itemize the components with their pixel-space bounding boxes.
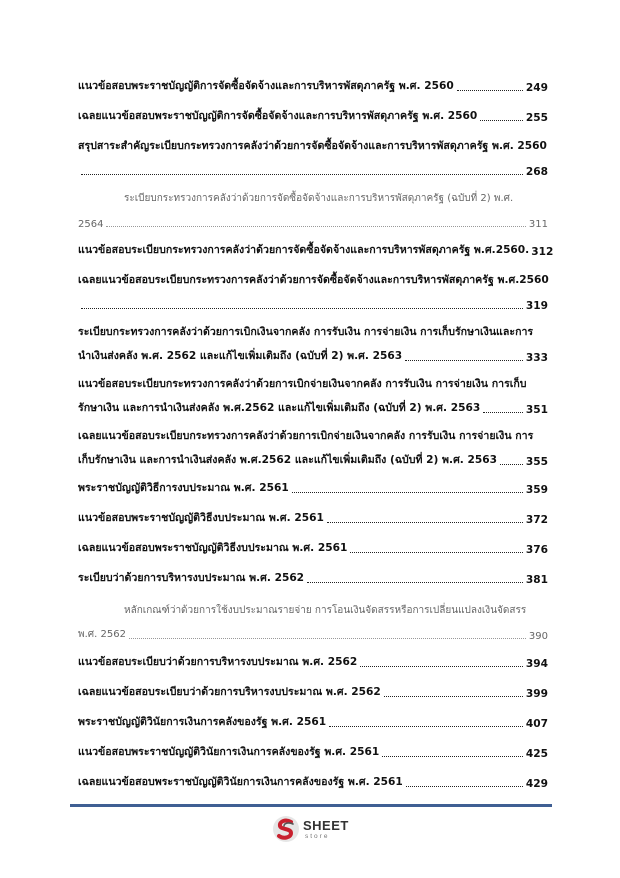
toc-entry[interactable] xyxy=(78,478,548,496)
toc-entry[interactable] xyxy=(78,682,548,700)
toc-entry[interactable]: เฉลยแนวข้อสอบระเบียบกระทรวงการคลังว่าด้วยการเบิกจ่ายเงินจากคลัง การรับเงิน การจ่ายเงิน การ เก็บรักษาเงิน และการนำเงินส่งคลัง พ.ศ.2562 และแก้ไขเพิ่มเติมถึง (ฉบับที่ 2) พ.ศ. 2563 355 xyxy=(78,426,548,468)
toc-entry-title: เฉลยแนวข้อสอบระเบียบกระทรวงการคลังว่าด้วยการจัดซื้อจัดจ้างและการบริหารพัสดุภาครัฐ พ.ศ.2560 xyxy=(78,274,549,286)
toc-entry-page: 376 xyxy=(525,544,548,556)
toc-entry[interactable]: แนวข้อสอบระเบียบกระทรวงการคลังว่าด้วยการเบิกจ่ายเงินจากคลัง การรับเงิน การจ่ายเงิน การเก็บ รักษาเงิน และการนำเงินส่งคลัง พ.ศ.2562 และแก้ไขเพิ่มเติมถึง (ฉบับที่ 2) พ.ศ. 2563 351 xyxy=(78,374,548,416)
toc-entry[interactable] xyxy=(78,270,548,312)
leader-dots xyxy=(81,162,523,175)
toc-entry-page: 351 xyxy=(525,404,548,416)
toc-entry-page: 425 xyxy=(525,748,548,760)
toc-entry-title: เฉลยแนวข้อสอบพระราชบัญญัติวิธีงบประมาณ พ.ศ. 2561 xyxy=(78,542,348,554)
toc-entry[interactable] xyxy=(78,712,548,730)
leader-dots xyxy=(406,774,523,787)
toc-entry[interactable] xyxy=(78,240,554,258)
leader-dots xyxy=(360,654,523,667)
toc-entry-page: 394 xyxy=(525,658,548,670)
toc-subentry[interactable]: ระเบียบกระทรวงการคลังว่าด้วยการจัดซื้อจัดจ้างและการบริหารพัสดุภาครัฐ (ฉบับที่ 2) พ.ศ. 2564 311 xyxy=(78,193,548,230)
toc-entry-title: พระราชบัญญัติวิธีการงบประมาณ พ.ศ. 2561 xyxy=(78,482,289,494)
toc-entry[interactable]: ระเบียบกระทรวงการคลังว่าด้วยการเบิกเงินจากคลัง การรับเงิน การจ่ายเงิน การเก็บรักษาเงินและการ นำเงินส่งคลัง พ.ศ. 2562 และแก้ไขเพิ่มเติมถึง (ฉบับที่ 2) พ.ศ. 2563 333 xyxy=(78,322,548,364)
leader-dots xyxy=(327,510,523,523)
toc-entry-title: แนวข้อสอบพระราชบัญญัติการจัดซื้อจัดจ้างและการบริหารพัสดุภาครัฐ พ.ศ. 2560 xyxy=(78,80,454,92)
toc-entry[interactable] xyxy=(78,136,548,178)
leader-dots xyxy=(480,108,523,121)
leader-dots xyxy=(500,452,523,465)
toc-entry-title: ระเบียบกระทรวงการคลังว่าด้วยการเบิกเงินจากคลัง การรับเงิน การจ่ายเงิน การเก็บรักษาเงินและการ xyxy=(78,326,534,338)
toc-entry-title: หลักเกณฑ์ว่าด้วยการใช้งบประมาณรายจ่าย การโอนเงินจัดสรรหรือการเปลี่ยนแปลงเงินจัดสรร xyxy=(124,605,527,616)
toc-entry[interactable] xyxy=(78,568,548,586)
leader-dots xyxy=(129,626,526,639)
toc-entry-page: 268 xyxy=(525,166,548,178)
toc-entry-title: แนวข้อสอบพระราชบัญญัติวิธีงบประมาณ พ.ศ. 2561 xyxy=(78,512,324,524)
toc-entry-page: 390 xyxy=(528,631,548,642)
toc-entry-title: เฉลยแนวข้อสอบระเบียบกระทรวงการคลังว่าด้วยการเบิกจ่ายเงินจากคลัง การรับเงิน การจ่ายเงิน การ xyxy=(78,430,534,442)
toc-entry-title: แนวข้อสอบระเบียบกระทรวงการคลังว่าด้วยการจัดซื้อจัดจ้างและการบริหารพัสดุภาครัฐ พ.ศ.2560. xyxy=(78,244,530,256)
toc-entry-page: 355 xyxy=(525,456,548,468)
footer-rule xyxy=(70,804,552,807)
toc-entry-page: 359 xyxy=(525,484,548,496)
leader-dots xyxy=(483,400,523,413)
toc-entry[interactable] xyxy=(78,652,548,670)
toc-entry-title: แนวข้อสอบระเบียบว่าด้วยการบริหารงบประมาณ พ.ศ. 2562 xyxy=(78,656,358,668)
logo-subtext: store xyxy=(305,833,330,840)
toc-entry-title: เฉลยแนวข้อสอบพระราชบัญญัติวินัยการเงินการคลังของรัฐ พ.ศ. 2561 xyxy=(78,776,403,788)
leader-dots xyxy=(307,570,523,583)
logo-text: SHEET xyxy=(303,818,349,833)
toc-entry-page: 312 xyxy=(531,246,554,258)
toc-entry-page: 333 xyxy=(525,352,548,364)
toc-entry-page: 407 xyxy=(525,718,548,730)
toc-entry-title: ระเบียบว่าด้วยการบริหารงบประมาณ พ.ศ. 2562 xyxy=(78,572,305,584)
leader-dots xyxy=(382,744,523,757)
toc-entry-title: สรุปสาระสำคัญระเบียบกระทรวงการคลังว่าด้วยการจัดซื้อจัดจ้างและการบริหารพัสดุภาครัฐ พ.ศ. 2560 xyxy=(78,140,547,152)
leader-dots xyxy=(81,296,523,309)
leader-dots xyxy=(384,684,523,697)
toc-entry-page: 372 xyxy=(525,514,548,526)
leader-dots xyxy=(457,78,523,91)
toc-entry-title: พระราชบัญญัติวินัยการเงินการคลังของรัฐ พ.ศ. 2561 xyxy=(78,716,327,728)
leader-dots xyxy=(350,540,523,553)
toc-entry-page: 319 xyxy=(525,300,548,312)
toc-entry-title: แนวข้อสอบพระราชบัญญัติวินัยการเงินการคลังของรัฐ พ.ศ. 2561 xyxy=(78,746,380,758)
leader-dots xyxy=(106,214,525,227)
toc-entry[interactable] xyxy=(78,772,548,790)
toc-entry-page: 311 xyxy=(528,219,548,230)
toc-entry-page: 399 xyxy=(525,688,548,700)
toc-entry[interactable] xyxy=(78,76,548,94)
toc-entry[interactable] xyxy=(78,742,548,760)
toc-entry-page: 255 xyxy=(525,112,548,124)
toc-entry-page: 429 xyxy=(525,778,548,790)
toc-entry-title: แนวข้อสอบระเบียบกระทรวงการคลังว่าด้วยการเบิกจ่ายเงินจากคลัง การรับเงิน การจ่ายเงิน การเก็บ xyxy=(78,378,527,390)
sheet-store-logo xyxy=(272,815,352,845)
leader-dots xyxy=(292,480,523,493)
toc-subentry[interactable]: หลักเกณฑ์ว่าด้วยการใช้งบประมาณรายจ่าย การโอนเงินจัดสรรหรือการเปลี่ยนแปลงเงินจัดสรร พ.ศ. 2562 390 xyxy=(78,605,548,642)
toc-entry-title: ระเบียบกระทรวงการคลังว่าด้วยการจัดซื้อจัดจ้างและการบริหารพัสดุภาครัฐ (ฉบับที่ 2) พ.ศ. xyxy=(124,193,514,204)
toc-entry-page: 381 xyxy=(525,574,548,586)
toc-entry[interactable] xyxy=(78,538,548,556)
toc-entry[interactable] xyxy=(78,508,548,526)
toc-entry-title: เฉลยแนวข้อสอบระเบียบว่าด้วยการบริหารงบประมาณ พ.ศ. 2562 xyxy=(78,686,381,698)
leader-dots xyxy=(405,348,523,361)
leader-dots xyxy=(329,714,523,727)
s-logo-icon xyxy=(272,815,300,843)
toc-entry-page: 249 xyxy=(525,82,548,94)
toc-entry-title: เฉลยแนวข้อสอบพระราชบัญญัติการจัดซื้อจัดจ้างและการบริหารพัสดุภาครัฐ พ.ศ. 2560 xyxy=(78,110,478,122)
toc-entry[interactable] xyxy=(78,106,548,124)
